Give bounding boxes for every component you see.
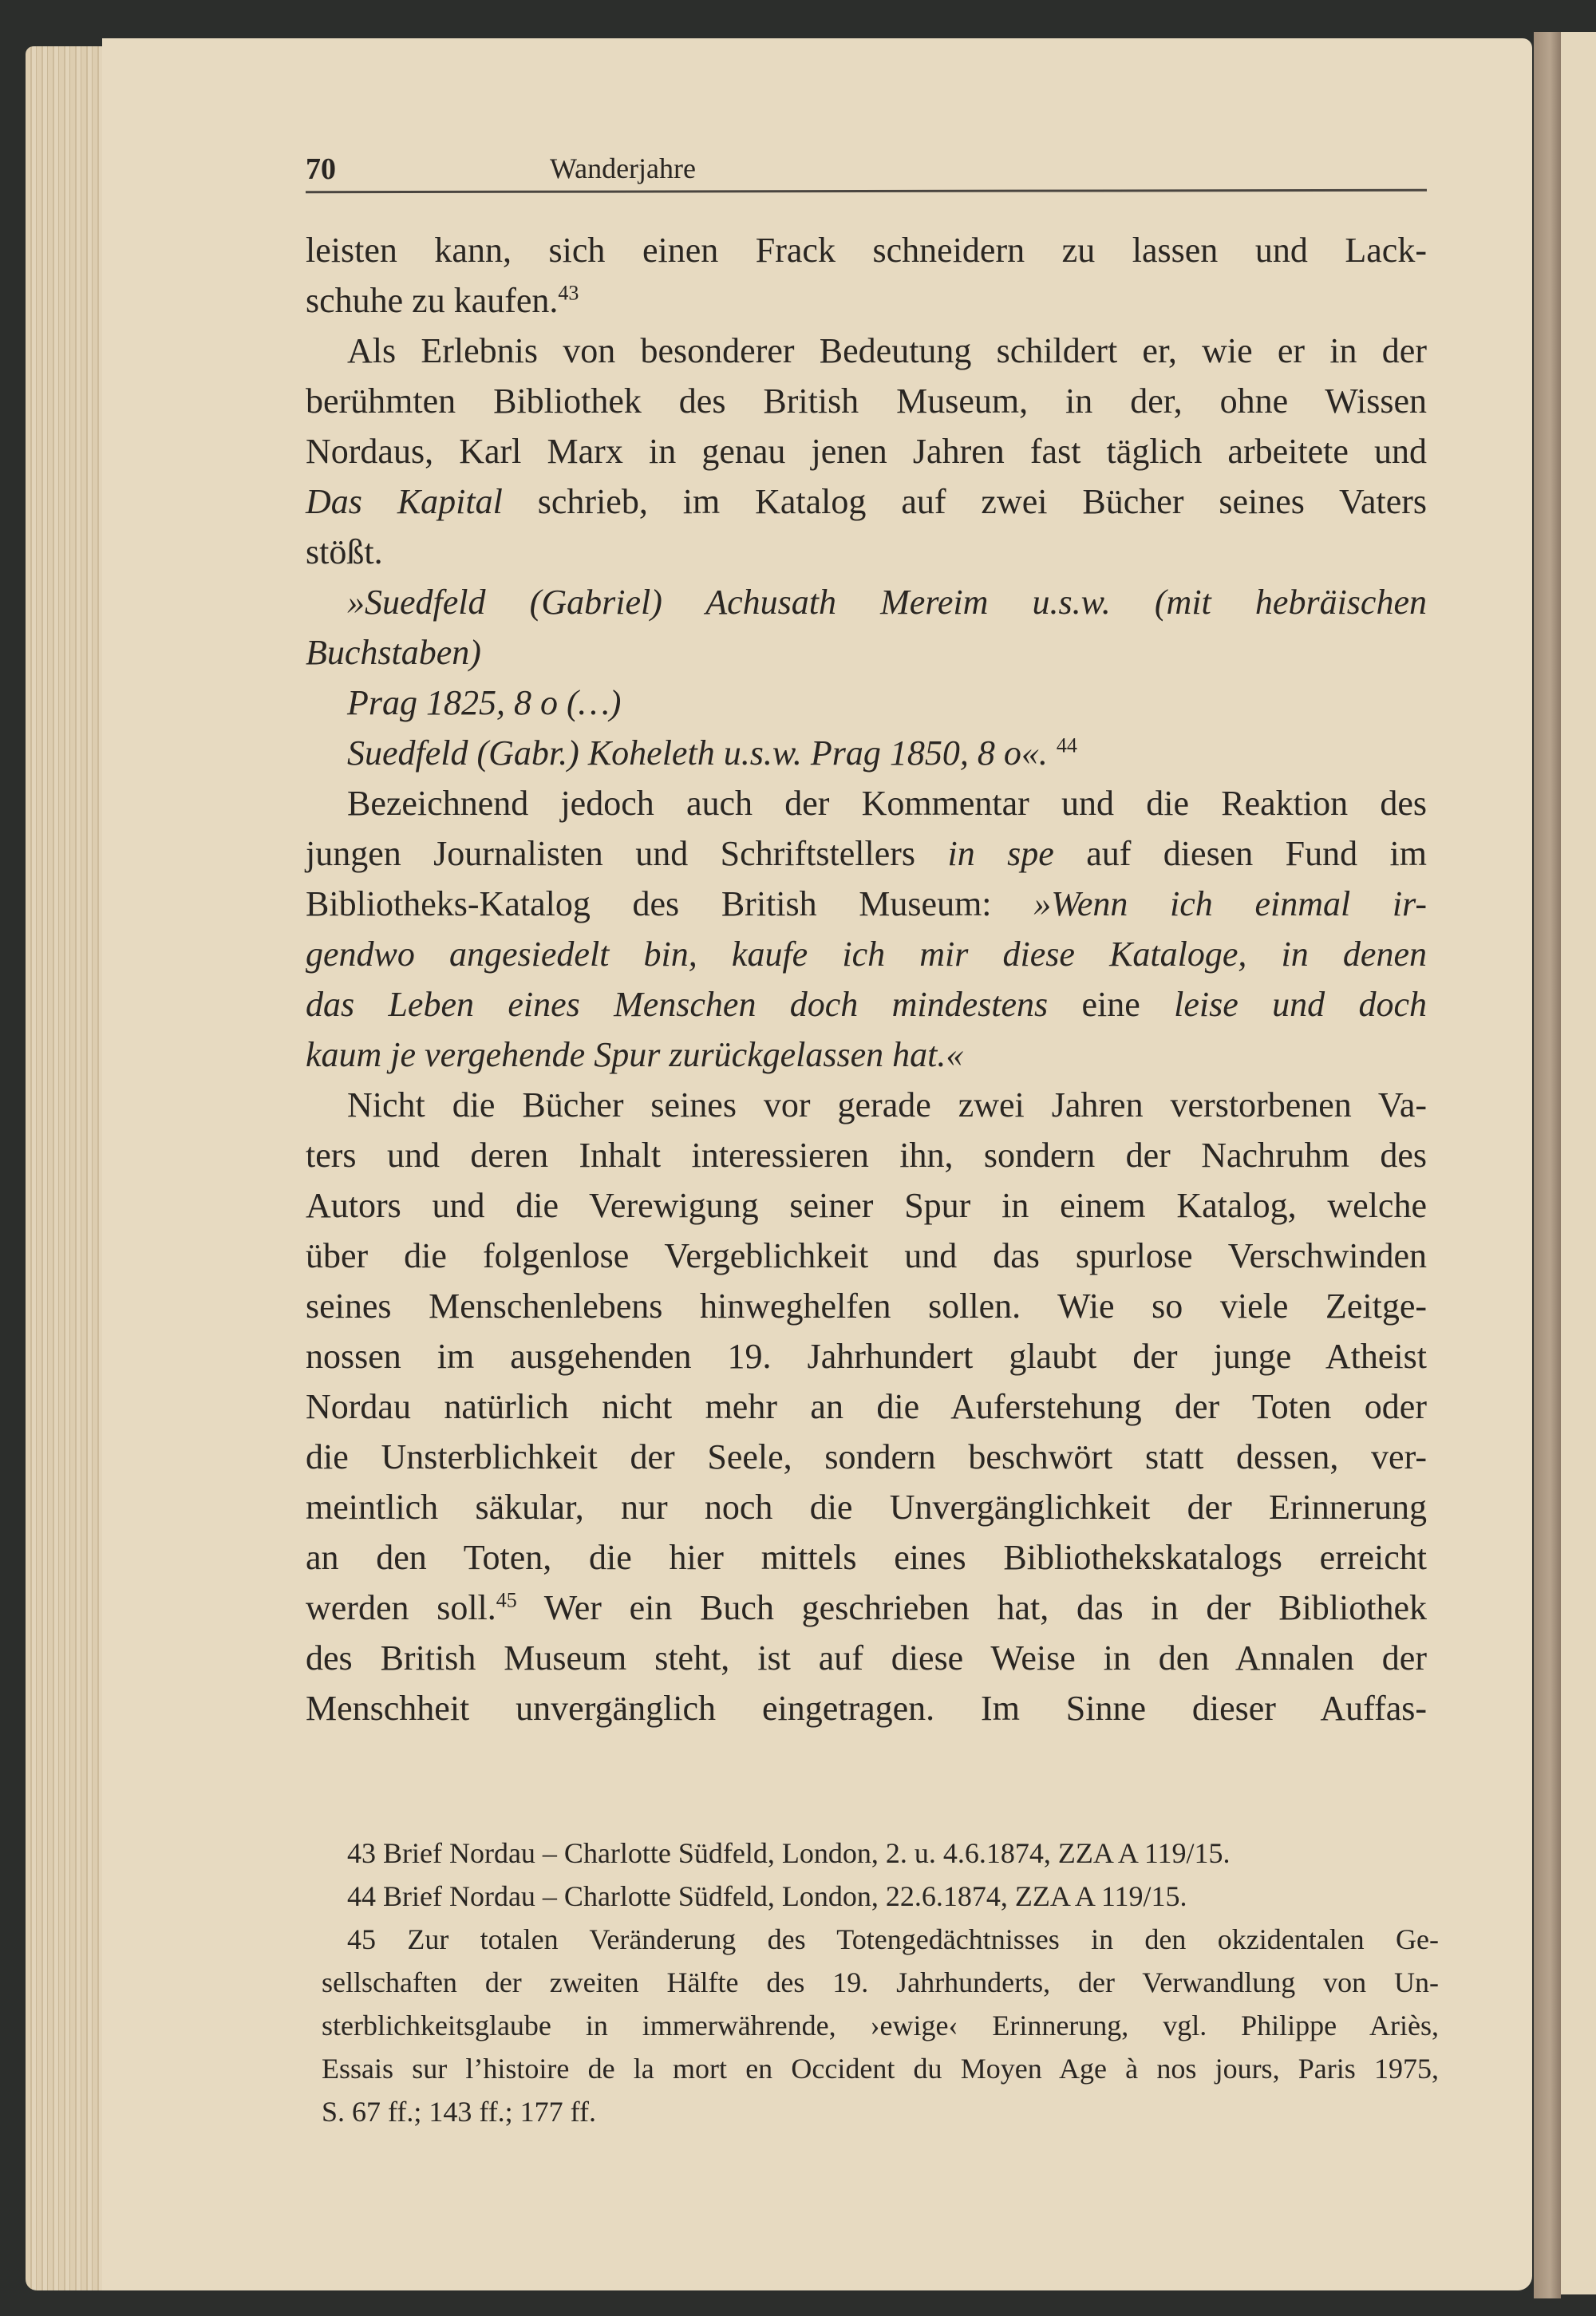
text-segment: auf diesen Fund im xyxy=(1053,834,1427,873)
text-segment: leisten kann, sich einen Frack schneidern zu lassen und Lack- xyxy=(306,231,1427,270)
text-line xyxy=(306,1231,1427,1281)
footnote-line xyxy=(322,1875,1439,1918)
text-segment: schrieb, im Katalog auf zwei Bücher seines Vaters xyxy=(502,482,1427,521)
text-line xyxy=(306,1381,1427,1432)
text-line xyxy=(306,678,1427,728)
footnote-line xyxy=(322,2004,1439,2047)
text-line xyxy=(306,326,1427,376)
text-segment: die Unsterblichkeit der Seele, sondern beschwört statt dessen, ver- xyxy=(306,1437,1427,1476)
text-segment: jungen Journalisten und Schriftstellers xyxy=(306,834,948,873)
text-segment: Nicht die Bücher seines vor gerade zwei Jahren verstorbenen Va- xyxy=(347,1085,1427,1124)
text-line xyxy=(306,577,1427,627)
text-line xyxy=(306,1130,1427,1180)
footnotes xyxy=(322,1832,1439,2133)
footnote-line xyxy=(322,1961,1439,2004)
text-segment: 45 Zur totalen Veränderung des Totengedächtnisses in den okzidentalen Ge- xyxy=(347,1923,1439,1955)
italic-text: Prag 1825, 8 o (…) xyxy=(347,683,622,722)
text-segment: Bibliotheks-Katalog des British Museum: xyxy=(306,884,1034,923)
text-line xyxy=(306,1532,1427,1583)
text-segment: Als Erlebnis von besonderer Bedeutung schildert er, wie er in der xyxy=(347,331,1427,370)
text-line xyxy=(306,728,1427,778)
book-page-edges xyxy=(26,46,104,2290)
text-segment: stößt. xyxy=(306,532,383,571)
text-line xyxy=(306,1281,1427,1331)
text-segment: meintlich säkular, nur noch die Unvergänglichkeit der Erinnerung xyxy=(306,1488,1427,1527)
text-segment: eine xyxy=(1048,985,1175,1024)
italic-text: Suedfeld (Gabr.) Koheleth u.s.w. Prag 1850, 8 o«. xyxy=(347,733,1048,773)
text-segment: 44 Brief Nordau – Charlotte Südfeld, London, 22.6.1874, ZZA A 119/15. xyxy=(347,1880,1187,1912)
text-segment: schuhe zu kaufen. xyxy=(306,281,559,320)
text-line xyxy=(306,275,1427,326)
page-number: 70 xyxy=(306,152,336,186)
text-segment: seines Menschenlebens hinweghelfen sollen. Wie so viele Zeitge- xyxy=(306,1286,1427,1326)
text-segment: ters und deren Inhalt interessieren ihn, sondern der Nachruhm des xyxy=(306,1136,1427,1175)
text-segment: des British Museum steht, ist auf diese Weise in den Annalen der xyxy=(306,1638,1427,1678)
text-segment: über die folgenlose Vergeblichkeit und das spurlose Verschwinden xyxy=(306,1236,1427,1275)
book-gutter xyxy=(1534,32,1561,2298)
text-segment: Essais sur l’histoire de la mort en Occident du Moyen Age à nos jours, Paris 1975, xyxy=(322,2053,1439,2085)
text-line xyxy=(306,979,1427,1030)
italic-text: in spe xyxy=(947,834,1054,873)
text-line xyxy=(306,778,1427,828)
text-segment: sellschaften der zweiten Hälfte des 19. Jahrhunderts, der Verwandlung von Un- xyxy=(322,1966,1439,1998)
text-line xyxy=(306,879,1427,929)
text-segment: berühmten Bibliothek des British Museum, in der, ohne Wissen xyxy=(306,381,1427,421)
text-segment: Autors und die Verewigung seiner Spur in einem Katalog, welche xyxy=(306,1186,1427,1225)
italic-text: Buchstaben) xyxy=(306,633,481,672)
footnote-reference: 45 xyxy=(496,1588,517,1612)
footnote-line xyxy=(322,1832,1439,1875)
text-line xyxy=(306,929,1427,979)
text-segment: Nordau natürlich nicht mehr an die Auferstehung der Toten oder xyxy=(306,1387,1427,1426)
text-segment: werden soll. xyxy=(306,1588,496,1627)
italic-text: das Leben eines Menschen doch mindestens xyxy=(306,985,1049,1024)
text-segment: Nordaus, Karl Marx in genau jenen Jahren fast täglich arbeitete und xyxy=(306,432,1427,471)
text-line xyxy=(306,1432,1427,1482)
text-segment: Wer ein Buch geschrieben hat, das in der Bibliothek xyxy=(516,1588,1427,1627)
body-text xyxy=(306,225,1427,1733)
text-line xyxy=(306,527,1427,577)
text-line xyxy=(306,627,1427,678)
text-line xyxy=(306,1030,1427,1080)
italic-text: gendwo angesiedelt bin, kaufe ich mir diese Kataloge, in denen xyxy=(306,935,1427,974)
text-segment: 43 Brief Nordau – Charlotte Südfeld, London, 2. u. 4.6.1874, ZZA A 119/15. xyxy=(347,1837,1231,1869)
footnote-line xyxy=(322,2047,1439,2090)
text-line xyxy=(306,1080,1427,1130)
text-segment xyxy=(1048,733,1057,773)
text-line xyxy=(306,1482,1427,1532)
italic-text: »Wenn ich einmal ir- xyxy=(1033,884,1427,923)
text-segment: Bezeichnend jedoch auch der Kommentar und die Reaktion des xyxy=(347,784,1427,823)
text-line xyxy=(306,225,1427,275)
footnote-reference: 44 xyxy=(1056,733,1077,757)
text-line xyxy=(306,828,1427,879)
footnote-reference: 43 xyxy=(558,281,579,305)
text-line xyxy=(306,1180,1427,1231)
text-line xyxy=(306,1583,1427,1633)
running-title: Wanderjahre xyxy=(550,152,696,184)
text-line xyxy=(306,1331,1427,1381)
text-segment: sterblichkeitsglaube in immerwährende, ›ewige‹ Erinnerung, vgl. Philippe Ariès, xyxy=(322,2010,1439,2041)
italic-text: »Suedfeld (Gabriel) Achusath Mereim u.s.w. (mit hebräischen xyxy=(347,583,1427,622)
text-line xyxy=(306,376,1427,426)
text-line xyxy=(306,1683,1427,1733)
text-line xyxy=(306,1633,1427,1683)
text-segment: Menschheit unvergänglich eingetragen. Im Sinne dieser Auffas- xyxy=(306,1689,1427,1728)
italic-text: kaum je vergehende Spur zurückgelassen hat.« xyxy=(306,1035,964,1074)
text-segment: S. 67 ff.; 143 ff.; 177 ff. xyxy=(322,2096,597,2128)
facing-page-edge xyxy=(1561,32,1596,2294)
footnote-line xyxy=(322,2090,1439,2133)
italic-text: Das Kapital xyxy=(306,482,503,521)
text-line xyxy=(306,426,1427,476)
italic-text: leise und doch xyxy=(1174,985,1427,1024)
text-segment: an den Toten, die hier mittels eines Bibliothekskatalogs erreicht xyxy=(306,1538,1427,1577)
text-line xyxy=(306,476,1427,527)
text-segment: nossen im ausgehenden 19. Jahrhundert glaubt der junge Atheist xyxy=(306,1337,1427,1376)
footnote-line xyxy=(322,1918,1439,1961)
